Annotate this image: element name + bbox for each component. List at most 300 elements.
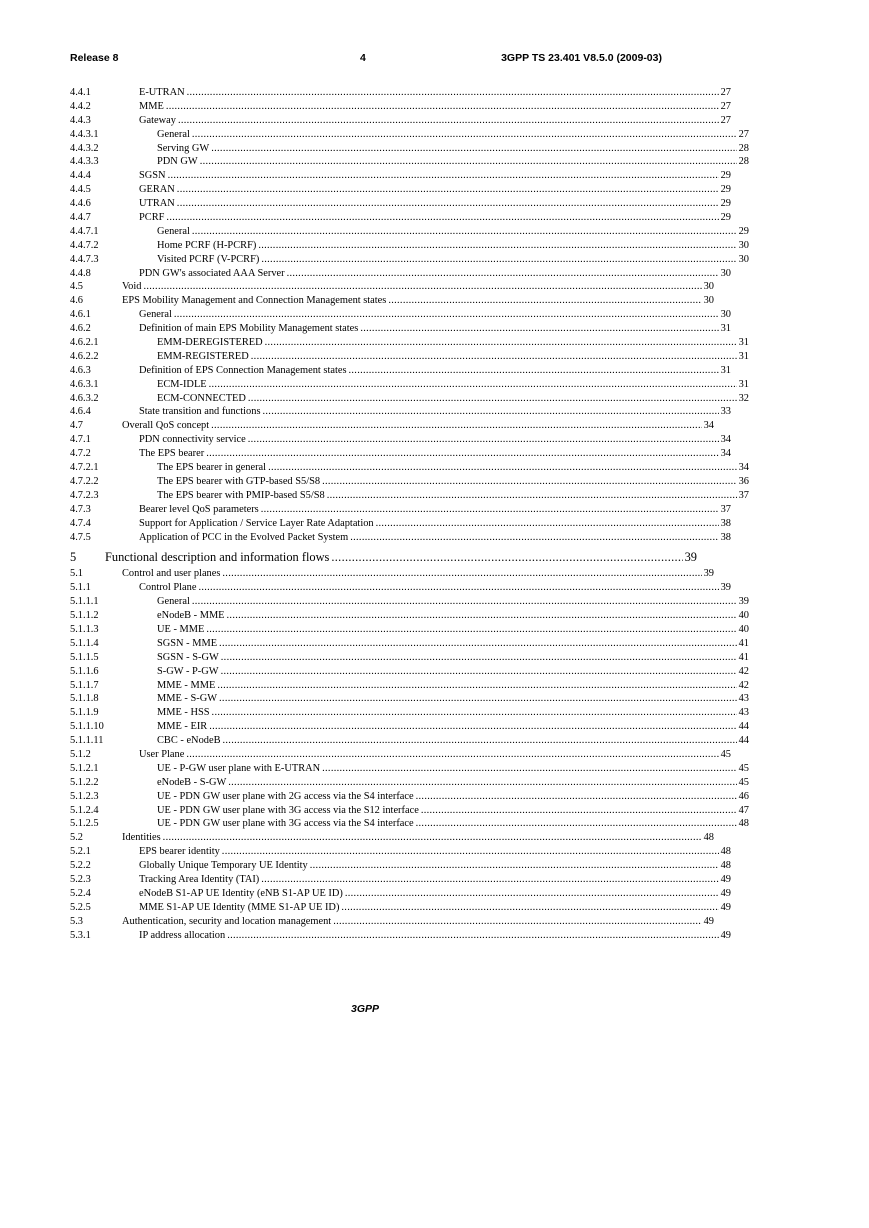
toc-entry-line [70, 447, 731, 461]
toc-entry[interactable] [70, 790, 749, 804]
toc-entry-number: 4.4.7 [70, 212, 91, 224]
toc-entry[interactable] [70, 294, 714, 308]
toc-entry-number: 5.1.1.11 [70, 735, 104, 747]
toc-entry-page: 30 [703, 295, 714, 307]
toc-dot-leader [206, 623, 736, 637]
toc-entry[interactable] [70, 114, 731, 128]
toc-entry-page: 45 [738, 762, 749, 774]
toc-entry-number: 4.4.2 [70, 100, 91, 112]
toc-entry-line [70, 734, 749, 748]
toc-entry[interactable] [70, 665, 749, 679]
toc-dot-leader [200, 155, 737, 169]
toc-dot-leader [177, 197, 719, 211]
toc-entry-line [70, 294, 714, 308]
toc-entry[interactable] [70, 447, 731, 461]
toc-entry-title: MME [139, 100, 164, 112]
toc-entry-title: E-UTRAN [139, 87, 185, 98]
toc-dot-leader [211, 142, 736, 156]
toc-entry-page: 39 [684, 550, 697, 565]
toc-entry-page: 29 [720, 198, 731, 210]
toc-entry-number: 5.2.2 [70, 860, 91, 872]
toc-entry-line [70, 517, 731, 531]
toc-entry-number: 4.6.2.1 [70, 337, 99, 349]
toc-entry[interactable] [70, 817, 749, 831]
toc-entry-number: 4.4.1 [70, 87, 91, 98]
toc-entry[interactable] [70, 433, 731, 447]
toc-entry-line [70, 211, 731, 225]
toc-entry-title: Functional description and information flows [105, 547, 330, 567]
toc-entry-line [70, 887, 731, 901]
toc-entry-page: 36 [738, 475, 749, 487]
toc-entry-number: 4.7.4 [70, 517, 91, 529]
toc-entry[interactable] [70, 253, 749, 267]
toc-entry-number: 4.7.2 [70, 448, 91, 460]
toc-entry-title: IP address allocation [139, 929, 226, 941]
toc-dot-leader [192, 595, 737, 609]
toc-entry-title: EPS bearer identity [139, 846, 220, 858]
toc-entry[interactable] [70, 86, 731, 100]
toc-entry-line [70, 322, 731, 336]
toc-dot-leader [341, 901, 718, 915]
toc-dot-leader [350, 531, 718, 545]
toc-entry-page: 49 [703, 915, 714, 927]
toc-entry-title: Bearer level QoS parameters [139, 503, 259, 515]
toc-entry-title: PDN GW's associated AAA Server [139, 267, 285, 279]
toc-entry-page: 45 [720, 748, 731, 760]
toc-entry-page: 34 [720, 434, 731, 446]
toc-entry-title: Authentication, security and location management [122, 915, 332, 927]
toc-entry[interactable] [70, 489, 749, 503]
toc-entry-page: 47 [738, 804, 749, 816]
toc-entry[interactable] [70, 547, 697, 567]
toc-entry-number: 5.2.3 [70, 873, 91, 885]
toc-entry-line [70, 859, 731, 873]
toc-dot-leader [166, 100, 719, 114]
toc-entry[interactable] [70, 183, 731, 197]
toc-entry-line [70, 336, 749, 350]
toc-dot-leader [223, 734, 737, 748]
toc-entry-number: 4.4.7.3 [70, 253, 99, 265]
toc-entry[interactable] [70, 679, 749, 693]
toc-entry-page: 41 [738, 651, 749, 663]
toc-entry[interactable] [70, 859, 731, 873]
toc-entry-number: 5 [70, 550, 77, 565]
toc-entry-line [70, 461, 749, 475]
toc-entry[interactable] [70, 887, 731, 901]
toc-entry-line [70, 567, 714, 581]
toc-entry-number: 5.1.1.9 [70, 707, 99, 719]
toc-entry-number: 5.1.1.6 [70, 665, 99, 677]
toc-dot-leader [261, 873, 718, 887]
toc-entry[interactable] [70, 322, 731, 336]
toc-entry-title: User Plane [139, 748, 185, 760]
toc-entry-title: Application of PCC in the Evolved Packet System [139, 531, 349, 543]
toc-entry-title: UE - PDN GW user plane with 2G access via the S4 interface [157, 790, 414, 802]
toc-dot-leader [248, 392, 737, 406]
toc-entry-number: 5.1.1.4 [70, 637, 99, 649]
toc-entry-number: 5.1.1 [70, 582, 91, 594]
toc-entry-number: 5.1.2.5 [70, 818, 99, 830]
toc-entry-title: eNodeB - MME [157, 610, 225, 622]
toc-entry-line [70, 748, 731, 762]
toc-entry-title: UE - PDN GW user plane with 3G access via the S12 interface [157, 804, 419, 816]
toc-entry-number: 4.4.3.2 [70, 142, 99, 154]
toc-entry-page: 31 [738, 337, 749, 349]
toc-entry-title: MME S1-AP UE Identity (MME S1-AP UE ID) [139, 901, 340, 913]
toc-entry-page: 37 [720, 503, 731, 515]
toc-entry-line [70, 609, 749, 623]
toc-entry-page: 43 [738, 693, 749, 705]
toc-entry[interactable] [70, 929, 731, 943]
toc-entry[interactable] [70, 461, 749, 475]
toc-entry-title: eNodeB S1-AP UE Identity (eNB S1-AP UE ID) [139, 887, 343, 899]
toc-entry-title: Home PCRF (H-PCRF) [157, 239, 257, 251]
toc-dot-leader [221, 665, 737, 679]
toc-entry[interactable] [70, 915, 714, 929]
toc-dot-leader [268, 461, 737, 475]
toc-entry[interactable] [70, 503, 731, 517]
toc-entry-page: 42 [738, 665, 749, 677]
toc-entry-number: 5.2.4 [70, 887, 91, 899]
toc-entry-title: UE - PDN GW user plane with 3G access via the S4 interface [157, 818, 414, 830]
toc-entry[interactable] [70, 280, 714, 294]
toc-entry-title: PDN connectivity service [139, 434, 246, 446]
toc-entry-page: 48 [703, 832, 714, 844]
toc-entry-title: UE - MME [157, 623, 205, 635]
toc-entry-page: 37 [738, 489, 749, 501]
toc-dot-leader [258, 239, 736, 253]
toc-entry-title: The EPS bearer [139, 448, 205, 460]
toc-entry-number: 5.1.2.4 [70, 804, 99, 816]
toc-entry-page: 34 [738, 462, 749, 474]
toc-entry-page: 48 [720, 860, 731, 872]
toc-entry-number: 5.1.1.10 [70, 721, 104, 733]
toc-entry[interactable] [70, 169, 731, 183]
toc-entry-number: 4.6.4 [70, 406, 91, 418]
toc-dot-leader [222, 845, 719, 859]
toc-entry-line [70, 817, 749, 831]
toc-dot-leader [388, 294, 701, 308]
toc-entry-page: 49 [720, 929, 731, 941]
toc-entry-page: 49 [720, 901, 731, 913]
toc-entry-page: 40 [738, 623, 749, 635]
toc-entry-title: The EPS bearer with GTP-based S5/S8 [157, 475, 321, 487]
toc-dot-leader [219, 692, 737, 706]
toc-entry-title: SGSN - S-GW [157, 651, 219, 663]
toc-entry-title: eNodeB - S-GW [157, 776, 227, 788]
toc-entry[interactable] [70, 267, 731, 281]
toc-entry-number: 4.4.6 [70, 198, 91, 210]
toc-dot-leader [261, 253, 736, 267]
header-page-number: 4 [360, 52, 366, 64]
toc-entry-page: 28 [738, 156, 749, 168]
toc-entry-page: 29 [720, 170, 731, 182]
toc-entry[interactable] [70, 623, 749, 637]
toc-entry-title: UE - P-GW user plane with E-UTRAN [157, 762, 321, 774]
toc-entry-title: SGSN [139, 170, 166, 182]
toc-entry[interactable] [70, 748, 731, 762]
toc-entry-page: 45 [738, 776, 749, 788]
toc-entry-line [70, 776, 749, 790]
toc-entry-title: Support for Application / Service Layer Rate Adaptation [139, 517, 374, 529]
toc-dot-leader [174, 308, 719, 322]
toc-dot-leader [192, 225, 737, 239]
toc-entry[interactable] [70, 364, 731, 378]
toc-dot-leader [322, 475, 737, 489]
toc-entry-number: 4.7.2.2 [70, 475, 99, 487]
toc-entry[interactable] [70, 567, 714, 581]
toc-entry[interactable] [70, 762, 749, 776]
toc-entry[interactable] [70, 706, 749, 720]
toc-dot-leader [217, 679, 736, 693]
toc-entry-number: 4.7.1 [70, 434, 91, 446]
toc-entry-title: Tracking Area Identity (TAI) [139, 873, 260, 885]
toc-entry-line [70, 929, 731, 943]
toc-entry-line [70, 155, 749, 169]
toc-entry-line [70, 253, 749, 267]
toc-entry-number: 4.7.5 [70, 531, 91, 543]
toc-dot-leader [163, 831, 702, 845]
toc-dot-leader [261, 503, 719, 517]
toc-entry-number: 5.1.2.3 [70, 790, 99, 802]
toc-entry-title: Definition of main EPS Mobility Management states [139, 323, 359, 335]
toc-entry[interactable] [70, 901, 731, 915]
toc-entry-line [70, 86, 731, 100]
toc-entry-page: 31 [738, 350, 749, 362]
toc-entry-page: 27 [720, 100, 731, 112]
toc-entry[interactable] [70, 475, 749, 489]
toc-entry-title: EMM-DEREGISTERED [157, 337, 263, 349]
toc-entry[interactable] [70, 211, 731, 225]
toc-dot-leader [327, 489, 737, 503]
toc-entry-title: Gateway [139, 114, 176, 126]
toc-dot-leader [228, 776, 736, 790]
toc-entry-line [70, 720, 749, 734]
toc-dot-leader [211, 419, 701, 433]
toc-entry[interactable] [70, 692, 749, 706]
toc-entry[interactable] [70, 609, 749, 623]
toc-entry-page: 48 [720, 846, 731, 858]
toc-entry-page: 31 [738, 378, 749, 390]
toc-entry-line [70, 665, 749, 679]
toc-entry-number: 4.6.2 [70, 323, 91, 335]
toc-entry-number: 4.4.3.3 [70, 156, 99, 168]
toc-entry-title: CBC - eNodeB [157, 735, 221, 747]
toc-entry[interactable] [70, 776, 749, 790]
toc-entry-page: 30 [738, 253, 749, 265]
toc-entry-title: General [139, 309, 172, 321]
toc-entry-line [70, 433, 731, 447]
toc-entry-title: General [157, 225, 190, 237]
toc-entry-number: 5.1.1.7 [70, 679, 99, 691]
toc-entry[interactable] [70, 308, 731, 322]
toc-entry[interactable] [70, 531, 731, 545]
toc-entry[interactable] [70, 142, 749, 156]
toc-entry[interactable] [70, 873, 731, 887]
toc-entry-line [70, 114, 731, 128]
toc-dot-leader [333, 915, 701, 929]
toc-entry-page: 42 [738, 679, 749, 691]
toc-entry-title: Globally Unique Temporary UE Identity [139, 860, 308, 872]
toc-dot-leader [263, 405, 719, 419]
toc-entry-page: 34 [703, 420, 714, 432]
toc-entry[interactable] [70, 517, 731, 531]
toc-entry-number: 5.2 [70, 832, 83, 844]
toc-entry-line [70, 239, 749, 253]
toc-entry-title: Overall QoS concept [122, 420, 210, 432]
toc-dot-leader [222, 567, 701, 581]
toc-entry-line [70, 392, 749, 406]
toc-entry-line [70, 489, 749, 503]
toc-entry-page: 31 [720, 364, 731, 376]
toc-entry-number: 4.7.3 [70, 503, 91, 515]
toc-entry-page: 46 [738, 790, 749, 802]
toc-entry[interactable] [70, 225, 749, 239]
toc-entry-number: 5.3 [70, 915, 83, 927]
toc-entry-line [70, 419, 714, 433]
toc-entry-number: 5.2.5 [70, 901, 91, 913]
toc-entry[interactable] [70, 350, 749, 364]
toc-entry[interactable] [70, 831, 714, 845]
toc-entry-title: State transition and functions [139, 406, 261, 418]
toc-dot-leader [177, 183, 719, 197]
toc-entry[interactable] [70, 581, 731, 595]
toc-entry-line [70, 475, 749, 489]
toc-dot-leader [227, 609, 737, 623]
toc-entry-title: MME - S-GW [157, 693, 218, 705]
toc-entry-page: 39 [720, 582, 731, 594]
toc-dot-leader [209, 378, 737, 392]
toc-entry-line [70, 100, 731, 114]
toc-dot-leader [416, 817, 737, 831]
toc-dot-leader [376, 517, 719, 531]
toc-entry-page: 30 [703, 281, 714, 293]
toc-entry[interactable] [70, 392, 749, 406]
toc-entry-title: Identities [122, 832, 161, 844]
toc-entry-line [70, 378, 749, 392]
header-spec-id: 3GPP TS 23.401 V8.5.0 (2009-03) [501, 52, 662, 64]
toc-entry-page: 30 [720, 267, 731, 279]
toc-entry[interactable] [70, 651, 749, 665]
toc-entry-line [70, 762, 749, 776]
toc-entry[interactable] [70, 128, 749, 142]
toc-entry-number: 4.4.3 [70, 114, 91, 126]
toc-dot-leader [221, 651, 737, 665]
toc-entry[interactable] [70, 336, 749, 350]
toc-entry-page: 32 [738, 392, 749, 404]
toc-entry-number: 5.1.1.1 [70, 596, 99, 608]
toc-entry-number: 4.4.4 [70, 170, 91, 182]
toc-entry-title: EMM-REGISTERED [157, 350, 249, 362]
toc-entry[interactable] [70, 197, 731, 211]
toc-entry-title: ECM-IDLE [157, 378, 207, 390]
toc-entry[interactable] [70, 100, 731, 114]
toc-entry[interactable] [70, 637, 749, 651]
toc-entry-line [70, 405, 731, 419]
toc-entry-title: UTRAN [139, 198, 175, 210]
toc-entry-number: 5.1.2.1 [70, 762, 99, 774]
toc-entry-number: 5.1.1.5 [70, 651, 99, 663]
toc-entry-title: PCRF [139, 212, 165, 224]
toc-entry-line [70, 350, 749, 364]
toc-entry-line [70, 679, 749, 693]
toc-entry-line [70, 267, 731, 281]
toc-entry-title: Control Plane [139, 582, 197, 594]
toc-entry-page: 38 [720, 531, 731, 543]
toc-dot-leader [265, 336, 737, 350]
toc-entry-line [70, 581, 731, 595]
toc-entry[interactable] [70, 405, 731, 419]
toc-entry[interactable] [70, 155, 749, 169]
toc-entry-number: 4.4.7.2 [70, 239, 99, 251]
toc-entry[interactable] [70, 239, 749, 253]
toc-entry-page: 34 [720, 448, 731, 460]
toc-entry-line [70, 364, 731, 378]
toc-dot-leader [227, 929, 718, 943]
toc-entry-page: 29 [720, 212, 731, 224]
toc-entry-line [70, 547, 697, 567]
toc-dot-leader [349, 364, 719, 378]
toc-entry-number: 5.1.2.2 [70, 776, 99, 788]
toc-entry-page: 28 [738, 142, 749, 154]
toc-entry-page: 30 [720, 309, 731, 321]
toc-entry-line [70, 169, 731, 183]
toc-dot-leader [206, 447, 718, 461]
toc-entry[interactable] [70, 845, 731, 859]
toc-dot-leader [322, 762, 736, 776]
toc-entry-title: The EPS bearer in general [157, 462, 267, 474]
toc-entry-title: General [157, 596, 190, 608]
toc-dot-leader [186, 748, 718, 762]
toc-entry-page: 29 [738, 225, 749, 237]
toc-entry[interactable] [70, 378, 749, 392]
toc-entry-number: 5.1.1.8 [70, 693, 99, 705]
footer-3gpp: 3GPP [351, 1003, 380, 1015]
toc-entry-line [70, 804, 749, 818]
toc-entry-title: MME - HSS [157, 707, 210, 719]
toc-dot-leader [168, 169, 719, 183]
toc-entry-line [70, 915, 714, 929]
toc-dot-leader [143, 280, 701, 294]
toc-dot-leader [310, 859, 719, 873]
toc-entry-number: 4.4.5 [70, 184, 91, 196]
toc-entry-title: General [157, 128, 190, 140]
toc-entry-line [70, 845, 731, 859]
toc-entry-title: GERAN [139, 184, 175, 196]
toc-entry-line [70, 637, 749, 651]
toc-entry-number: 4.7 [70, 420, 83, 432]
toc-entry[interactable] [70, 734, 749, 748]
toc-entry-page: 48 [738, 818, 749, 830]
toc-entry[interactable] [70, 419, 714, 433]
toc-entry-line [70, 308, 731, 322]
toc-entry-title: MME - MME [157, 679, 216, 691]
toc-entry-line [70, 623, 749, 637]
toc-entry-number: 5.3.1 [70, 929, 91, 941]
toc-entry-number: 4.6.1 [70, 309, 91, 321]
toc-entry-line [70, 128, 749, 142]
toc-entry-page: 29 [720, 184, 731, 196]
toc-entry[interactable] [70, 804, 749, 818]
toc-entry-number: 4.6.3.2 [70, 392, 99, 404]
toc-entry[interactable] [70, 720, 749, 734]
toc-dot-leader [198, 581, 718, 595]
toc-entry-line [70, 280, 714, 294]
toc-entry-title: MME - EIR [157, 721, 208, 733]
toc-dot-leader [360, 322, 718, 336]
toc-entry-title: Control and user planes [122, 568, 221, 580]
toc-entry[interactable] [70, 595, 749, 609]
